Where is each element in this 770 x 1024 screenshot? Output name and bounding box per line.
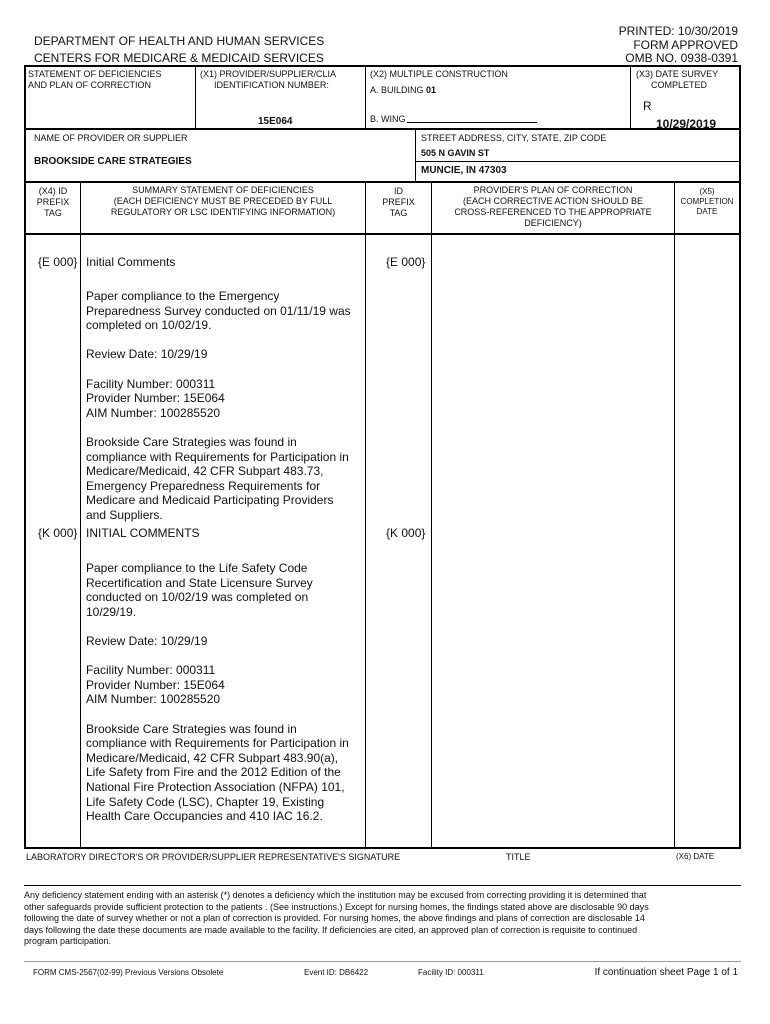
city-state-zip: MUNCIE, IN 47303 bbox=[421, 165, 507, 176]
provider-name: BROOKSIDE CARE STRATEGIES bbox=[34, 156, 192, 167]
divider bbox=[431, 181, 432, 848]
centers-name: CENTERS FOR MEDICARE & MEDICAID SERVICES bbox=[34, 51, 324, 65]
date-label: (X6) DATE bbox=[676, 852, 715, 861]
entry-id-tag: {E 000} bbox=[386, 255, 426, 269]
continuation-page: If continuation sheet Page 1 of 1 bbox=[594, 967, 738, 978]
entry-id-tag: {K 000} bbox=[386, 526, 426, 540]
survey-code: R bbox=[643, 99, 652, 113]
plan-header: PROVIDER'S PLAN OF CORRECTION (EACH CORRECTIVE ACTION SHOULD BE CROSS-REFERENCED TO THE APPROPRIATE DEFICIENCY) bbox=[454, 185, 652, 228]
divider bbox=[630, 65, 631, 128]
entry-tag: {E 000} bbox=[38, 255, 78, 269]
address-label: STREET ADDRESS, CITY, STATE, ZIP CODE bbox=[421, 133, 607, 143]
printed-date: PRINTED: 10/30/2019 bbox=[618, 24, 738, 38]
id-header: ID PREFIX TAG bbox=[382, 186, 415, 218]
form-top-border bbox=[24, 65, 741, 67]
provider-id-number: 15E064 bbox=[258, 116, 293, 127]
x3-label: (X3) DATE SURVEY bbox=[636, 69, 719, 79]
x2-label: (X2) MULTIPLE CONSTRUCTION bbox=[370, 69, 508, 79]
entry-title: INITIAL COMMENTS bbox=[86, 526, 200, 540]
divider bbox=[24, 181, 741, 183]
divider bbox=[365, 65, 366, 128]
wing-label: B. WING bbox=[370, 114, 406, 124]
x1-label: (X1) PROVIDER/SUPPLIER/CLIA bbox=[200, 69, 337, 79]
statement-label: AND PLAN OF CORRECTION bbox=[28, 80, 152, 90]
divider bbox=[365, 181, 366, 848]
divider bbox=[24, 847, 741, 849]
wing-underline bbox=[407, 122, 537, 123]
building-value: 01 bbox=[426, 85, 437, 95]
divider bbox=[80, 181, 81, 848]
divider bbox=[195, 65, 196, 128]
x1-label: IDENTIFICATION NUMBER: bbox=[214, 80, 329, 90]
street-address: 505 N GAVIN ST bbox=[421, 148, 490, 158]
entry-text: Paper compliance to the Life Safety Code Recertification and State Licensure Survey conducted on 10/02/19 was completed on 10/29/19. Review Date: 10/29/19 Facility Number: 000311 Provider Number: 15E064 AIM Number: 100285520 Brookside Care Strategies was found in compliance with Requirements for Participation in Medicare/Medicaid, 42 CFR Subpart 483.90(a), Life Safety from Fire and the 2012 Edition of the National Fire Protection Association (NFPA) 101, Life Safety Code (LSC), Chapter 19, Existing Health Care Occupancies and 410 IAC 16.2. bbox=[86, 561, 349, 824]
entry-text: Paper compliance to the Emergency Preparedness Survey conducted on 01/11/19 was completed on 10/02/19. Review Date: 10/29/19 Facility Number: 000311 Provider Number: 15E064 AIM Number: 100285520 Brookside Care Strategies was found in compliance with Requirements for Participation in Medicare/Medicaid, 42 CFR Subpart 483.73, Emergency Preparedness Requirements for Medicare and Medicaid Participating Providers and Suppliers. bbox=[86, 289, 351, 522]
divider bbox=[415, 161, 739, 162]
building-field bbox=[370, 85, 436, 96]
divider bbox=[674, 181, 675, 848]
divider bbox=[415, 128, 416, 181]
event-id: Event ID: DB6422 bbox=[304, 968, 369, 977]
building-label: A. BUILDING bbox=[370, 85, 424, 95]
x5-header: (X5) COMPLETION DATE bbox=[680, 187, 734, 216]
divider bbox=[24, 885, 741, 886]
x4-header: (X4) ID PREFIX TAG bbox=[36, 186, 70, 218]
divider bbox=[24, 233, 741, 235]
department-name: DEPARTMENT OF HEALTH AND HUMAN SERVICES bbox=[34, 34, 325, 48]
form-approved: FORM APPROVED bbox=[633, 38, 738, 52]
survey-completed-date: 10/29/2019 bbox=[656, 117, 717, 131]
provider-name-label: NAME OF PROVIDER OR SUPPLIER bbox=[34, 133, 188, 143]
entry-tag: {K 000} bbox=[38, 526, 78, 540]
disclaimer-text: Any deficiency statement ending with an asterisk (*) denotes a deficiency which the institution may be excused from correcting providing it is determined that other safeguards provide sufficient protection to the patients . (See instructions.) Except for nursing homes, the findings stated above are disclosable 90 days following the date of survey whether or not a plan of correction is provided. For nursing homes, the above findings and plans of correction are disclosable 14 days following the date these documents are made available to the facility. If deficiencies are cited, an approved plan of correction is requisite to continued program participation. bbox=[24, 890, 649, 946]
divider bbox=[24, 961, 741, 962]
divider bbox=[24, 128, 741, 130]
signature-label: LABORATORY DIRECTOR'S OR PROVIDER/SUPPLIER REPRESENTATIVE'S SIGNATURE bbox=[26, 852, 401, 862]
x3-label: COMPLETED bbox=[651, 80, 708, 90]
statement-label: STATEMENT OF DEFICIENCIES bbox=[28, 69, 162, 79]
form-number: FORM CMS-2567(02-99) Previous Versions Obsolete bbox=[33, 968, 224, 977]
title-label: TITLE bbox=[506, 852, 531, 862]
omb-number: OMB NO. 0938-0391 bbox=[625, 51, 738, 65]
facility-id: Facility ID: 000311 bbox=[418, 968, 484, 977]
summary-header: SUMMARY STATEMENT OF DEFICIENCIES (EACH DEFICIENCY MUST BE PRECEDED BY FULL REGULATORY OR LSC IDENTIFYING INFORMATION) bbox=[110, 185, 336, 217]
entry-title: Initial Comments bbox=[86, 255, 176, 269]
